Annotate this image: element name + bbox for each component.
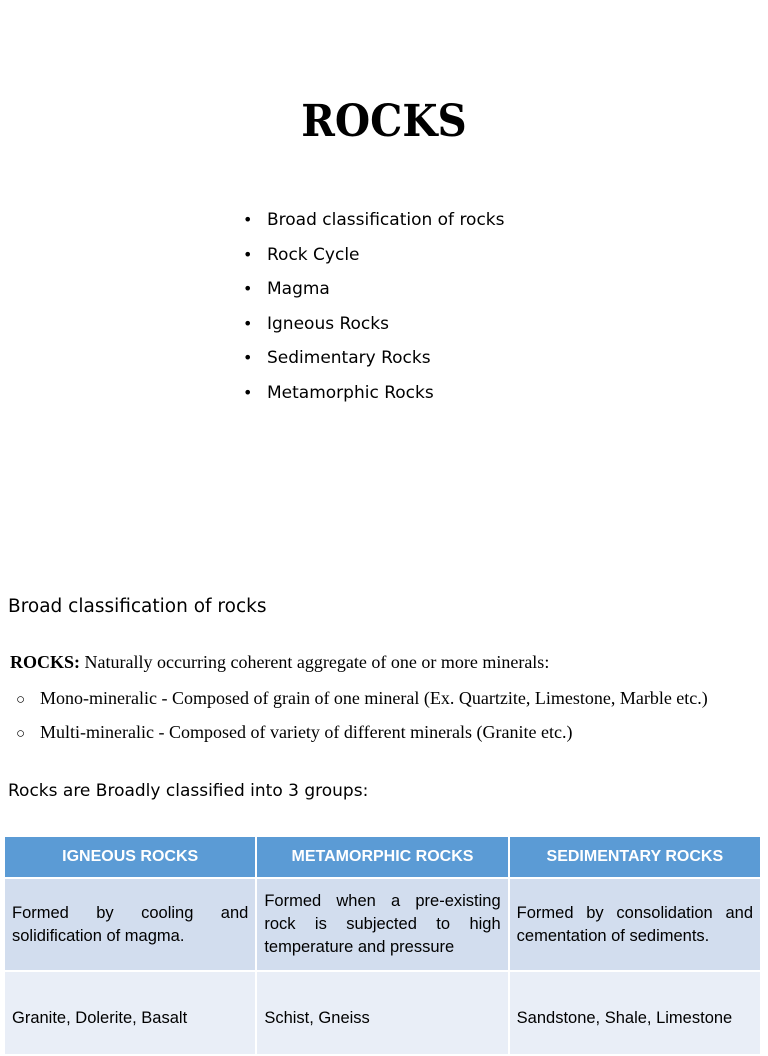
column-header-sedimentary: SEDIMENTARY ROCKS xyxy=(509,836,761,878)
topics-list xyxy=(243,208,505,416)
rock-groups-table xyxy=(3,835,762,1056)
groups-intro: Rocks are Broadly classified into 3 groups: xyxy=(8,781,369,801)
bullet-icon: • xyxy=(243,210,253,229)
table-cell: Formed by cooling and solidification of magma. xyxy=(4,878,256,971)
bullet-icon: • xyxy=(243,348,253,368)
bullet-icon: • xyxy=(243,313,253,333)
list-item: • Igneous Rocks xyxy=(243,313,389,334)
bullet-icon: • xyxy=(243,382,253,402)
table-cell: Formed when a pre-existing rock is subjected to high temperature and pressure xyxy=(256,878,508,971)
rocks-definition xyxy=(10,652,549,673)
table-row xyxy=(4,878,761,971)
bullet-icon: • xyxy=(243,279,253,299)
list-item: • Magma xyxy=(243,279,330,300)
list-item: • Sedimentary Rocks xyxy=(243,348,431,369)
table-cell: Formed by consolidation and cementation of sediments. xyxy=(509,878,761,971)
column-header-igneous: IGNEOUS ROCKS xyxy=(4,836,256,878)
list-item: • Broad classification of rocks xyxy=(243,210,505,230)
table-cell: Granite, Dolerite, Basalt xyxy=(4,971,256,1055)
list-item: ○ Mono-mineralic - Composed of grain of one mineral (Ex. Quartzite, Limestone, Marble etc.) xyxy=(16,688,708,708)
bullet-icon: • xyxy=(243,244,253,264)
definition-text: Naturally occurring coherent aggregate of one or more minerals: xyxy=(80,652,550,672)
circle-bullet-icon: ○ xyxy=(16,692,26,708)
table-row xyxy=(4,971,761,1055)
list-item: • Metamorphic Rocks xyxy=(243,382,434,403)
table-cell: Sandstone, Shale, Limestone xyxy=(509,971,761,1055)
section-heading: Broad classification of rocks xyxy=(8,596,267,617)
list-item: ○ Multi-mineralic - Composed of variety of different minerals (Granite etc.) xyxy=(16,722,573,742)
table-cell: Schist, Gneiss xyxy=(256,971,508,1055)
circle-bullet-icon: ○ xyxy=(16,726,26,742)
list-item: • Rock Cycle xyxy=(243,244,360,265)
page-title: ROCKS xyxy=(301,96,467,147)
table-header-row xyxy=(4,836,761,878)
definition-term: ROCKS: xyxy=(10,652,81,672)
column-header-metamorphic: METAMORPHIC ROCKS xyxy=(256,836,508,878)
